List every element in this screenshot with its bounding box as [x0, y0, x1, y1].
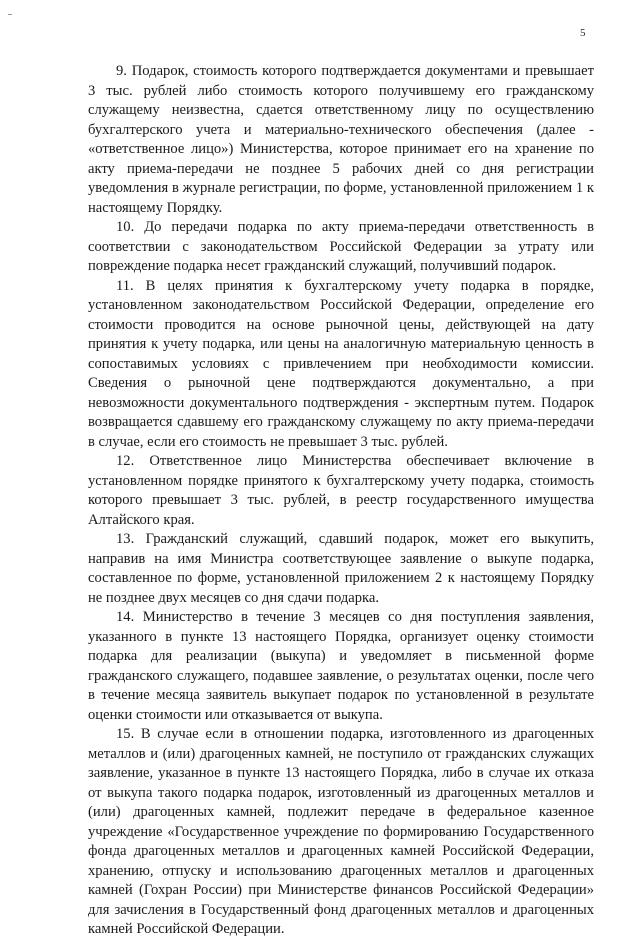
paragraph-14: 14. Министерство в течение 3 месяцев со дня поступления заявления, указанного в пункте 13 настоящего Порядка, организует оценку стоимости подарка для реализации (выкупа) и уведомляет в письменной форме гражданского служащего, подавшее заявление, о результатах оценки, после чего в течение месяца заявитель выкупает подарок по установленной в результате оценки стоимости или отказывается от выкупа. [88, 609, 594, 723]
paragraph-15: 15. В случае если в отношении подарка, изготовленного из драгоценных металлов и (или) драгоценных камней, не поступило от гражданских служащих заявление, указанное в пункте 13 настоящего Порядка, либо в случае их отказа от выкупа такого подарка подарок, изготовленный из драгоценных металлов и (или) драгоценных камней, подлежит передаче в федеральное казенное учреждение «Государственное учреждение по формированию Государственного фонда драгоценных металлов и драгоценных камней Российской Федерации, хранению, отпуску и использованию драгоценных металлов и драгоценных камней (Гохран России) при Министерстве финансов Российской Федерации» для зачисления в Государственный фонд драгоценных металлов и драгоценных камней Российской Федерации. [88, 726, 594, 937]
paragraph-12: 12. Ответственное лицо Министерства обеспечивает включение в установленном порядке принятого к бухгалтерскому учету подарка, стоимость которого превышает 3 тыс. рублей, в реестр государственного имущества Алтайского края. [88, 453, 594, 528]
scan-corner-mark [8, 14, 12, 15]
paragraph-13: 13. Гражданский служащий, сдавший подарок, может его выкупить, направив на имя Министра соответствующее заявление о выкупе подарка, составленное по форме, установленной приложением 2 к настоящему Порядку не позднее двух месяцев со дня сдачи подарка. [88, 531, 594, 606]
document-body [88, 62, 594, 940]
paragraph-10: 10. До передачи подарка по акту приема-передачи ответственность в соответствии с законодательством Российской Федерации за утрату или повреждение подарка несет гражданский служащий, получивший подарок. [88, 219, 594, 274]
paragraph-9: 9. Подарок, стоимость которого подтверждается документами и превышает 3 тыс. рублей либо стоимость которого получившему его гражданскому служащему неизвестна, сдается ответственному лицу по осуществлению бухгалтерского учета и материально-технического обеспечения (далее - «ответственное лицо») Министерства, которое принимает его на хранение по акту приема-передачи не позднее 5 рабочих дней со дня регистрации уведомления в журнале регистрации, по форме, установленной приложением 1 к настоящему Порядку. [88, 63, 594, 216]
page-number: 5 [580, 27, 586, 39]
paragraph-11: 11. В целях принятия к бухгалтерскому учету подарка в порядке, установленном законодательством Российской Федерации, определение его стоимости проводится на основе рыночной цены, действующей на дату принятия к учету подарка, или цены на аналогичную материальную ценность в сопоставимых условиях с привлечением при необходимости комиссии. Сведения о рыночной цене подтверждаются документально, а при невозможности документального подтверждения - экспертным путем. Подарок возвращается сдавшему его гражданскому служащему по акту приема-передачи в случае, если его стоимость не превышает 3 тыс. рублей. [88, 277, 594, 450]
